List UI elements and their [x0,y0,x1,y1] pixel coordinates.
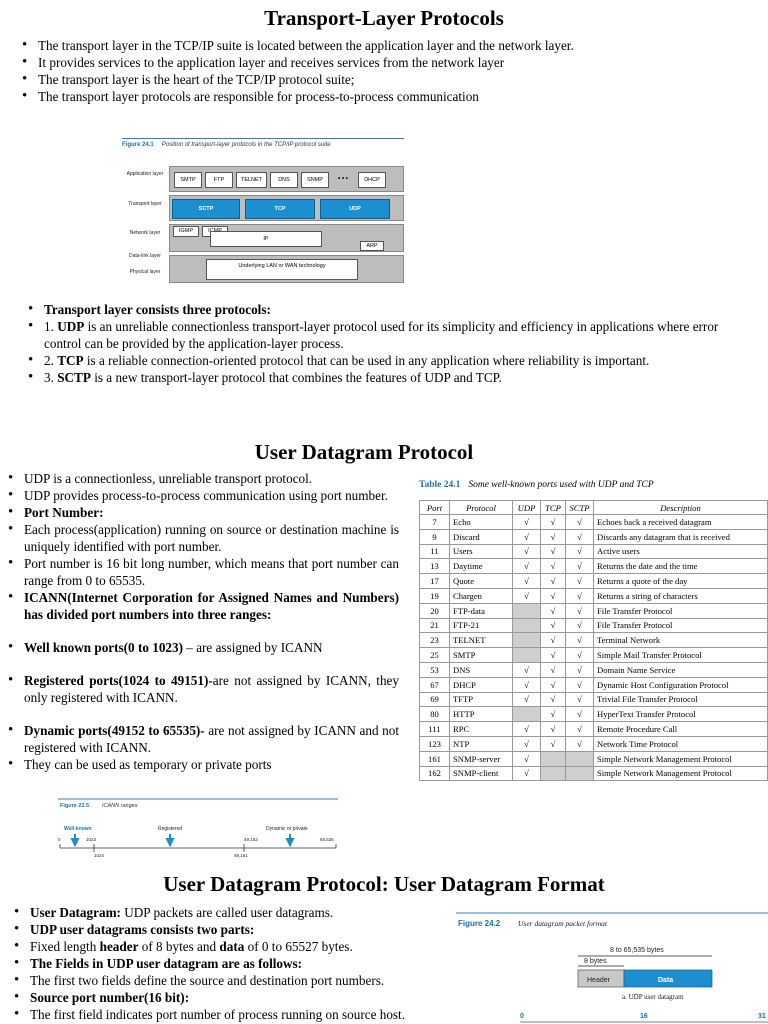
table-row [420,515,768,530]
cell-sctp: √ [566,515,594,530]
list-item: • UDP user datagrams consists two parts: [14,921,454,938]
cell-protocol: SNMP-server [450,751,513,766]
udp-bullets [8,470,399,773]
protocol-box-ftp: FTP [205,172,233,188]
ports-table [419,500,768,781]
subfigure-label: a. UDP user datagram [622,993,684,1001]
cell-tcp: √ [541,736,566,751]
bit-31: 31 [758,1013,766,1020]
cell-description: Returns a quote of the day [594,574,768,589]
col-header-tcp: TCP [541,501,566,515]
cell-tcp: √ [541,722,566,737]
figure-24-1 [122,138,404,288]
cell-protocol: SNMP-client [450,766,513,781]
cell-sctp: √ [566,692,594,707]
table-row [420,633,768,648]
table-row [420,529,768,544]
cell-protocol: Discard [450,529,513,544]
figure-number: Figure 24.1 [122,142,154,148]
bit-0: 0 [520,1013,524,1020]
icann-ranges-diagram [58,798,338,858]
protocol-box-arp: ARP [360,241,384,251]
cell-description: Echoes back a received datagram [594,515,768,530]
bit-16: 16 [640,1013,648,1020]
list-item: • User Datagram: UDP packets are called user datagrams. [14,904,454,921]
cell-udp: √ [513,515,541,530]
cell-udp [513,648,541,663]
cell-udp: √ [513,736,541,751]
cell-udp [513,603,541,618]
list-item: • Port Number: [8,504,399,521]
transport-layer-band [169,195,404,221]
cell-description: Active users [594,544,768,559]
cell-protocol: TFTP [450,692,513,707]
list-item: • Well known ports(0 to 1023) – are assigned by ICANN [8,639,399,656]
cell-sctp: √ [566,559,594,574]
cell-protocol: TELNET [450,633,513,648]
cell-description: Network Time Protocol [594,736,768,751]
layer-label-application: Application layer [126,171,164,177]
cell-udp: √ [513,559,541,574]
cell-sctp: √ [566,648,594,663]
table-row [420,662,768,677]
tick-65535: 65,535 [320,837,334,842]
cell-udp: √ [513,677,541,692]
cell-port: 7 [420,515,450,530]
figure-24-2 [456,912,768,1024]
cell-udp: √ [513,529,541,544]
cell-port: 21 [420,618,450,633]
cell-protocol: Users [450,544,513,559]
format-bullets [14,904,454,1023]
col-header-sctp: SCTP [566,501,594,515]
protocol-box-smtp: SMTP [174,172,202,188]
table-row [420,618,768,633]
col-header-protocol: Protocol [450,501,513,515]
list-item: • The transport layer in the TCP/IP suite is located between the application layer and the network layer. [22,37,762,54]
cell-tcp: √ [541,574,566,589]
table-body [420,515,768,781]
cell-description: Returns the date and the time [594,559,768,574]
cell-port: 80 [420,707,450,722]
application-layer-band [169,166,404,192]
list-item: • The first field indicates port number of process running on source host. [14,1006,454,1023]
cell-protocol: Chargen [450,588,513,603]
list-item: • UDP is a connectionless, unreliable transport protocol. [8,470,399,487]
cell-port: 13 [420,559,450,574]
cell-port: 67 [420,677,450,692]
label-registered: Registered [158,826,183,832]
list-item: • 3. SCTP is a new transport-layer protocol that combines the features of UDP and TCP. [28,369,758,386]
cell-sctp: √ [566,544,594,559]
tick-49152: 49,152 [244,837,258,842]
cell-port: 111 [420,722,450,737]
cell-port: 25 [420,648,450,663]
table-row [420,559,768,574]
lower-layer-band [169,255,404,283]
cell-sctp: √ [566,707,594,722]
cell-tcp: √ [541,559,566,574]
lan-wan-box: Underlying LAN or WAN technology [206,259,358,280]
cell-protocol: FTP-21 [450,618,513,633]
cell-description: Remote Procedure Call [594,722,768,737]
cell-description: Domain Name Service [594,662,768,677]
figure-number: Figure 24.2 [458,919,501,928]
table-row [420,692,768,707]
cell-port: 17 [420,574,450,589]
protocol-box-dhcp: DHCP [358,172,386,188]
cell-tcp: √ [541,692,566,707]
cell-port: 161 [420,751,450,766]
cell-sctp: √ [566,529,594,544]
table-row [420,722,768,737]
cell-port: 9 [420,529,450,544]
cell-tcp: √ [541,618,566,633]
data-label: Data [658,977,674,984]
list-item: • The transport layer protocols are responsible for process-to-process communication [22,88,762,105]
protocol-box-tcp: TCP [245,199,315,219]
cell-udp: √ [513,692,541,707]
table-row [420,603,768,618]
table-caption-text: Some well-known ports used with UDP and TCP [468,480,654,490]
header-size-label: 8 bytes [584,958,607,965]
protocols-heading: Transport layer consists three protocols: [44,302,271,317]
cell-sctp: √ [566,588,594,603]
figure-23-5 [58,798,338,858]
table-row [420,677,768,692]
table-number: Table 24.1 [419,480,461,490]
cell-description: Simple Network Management Protocol [594,766,768,781]
figure-caption-text: User datagram packet format [518,919,607,928]
figure-caption-text: Position of transport-layer protocols in the TCP/IP protocol suite [161,142,331,148]
cell-tcp: √ [541,707,566,722]
cell-sctp: √ [566,633,594,648]
table-header-row [420,501,768,515]
arrow-down-icon [72,834,78,845]
cell-tcp [541,751,566,766]
cell-port: 123 [420,736,450,751]
cell-sctp: √ [566,722,594,737]
list-item: • The Fields in UDP user datagram are as follows: [14,955,454,972]
cell-udp: √ [513,766,541,781]
cell-protocol: DHCP [450,677,513,692]
intro-bullets [22,37,762,105]
cell-tcp: √ [541,588,566,603]
protocol-box-snmp: SNMP [301,172,329,188]
col-header-udp: UDP [513,501,541,515]
table-row [420,574,768,589]
table-row [420,588,768,603]
protocol-box-dns: DNS [270,172,298,188]
cell-sctp: √ [566,677,594,692]
cell-protocol: SMTP [450,648,513,663]
cell-udp: √ [513,588,541,603]
list-item: • 1. UDP is an unreliable connectionless transport-layer protocol used for its simplicity and efficiency in applications where error control can be provided by the application-layer process. [28,318,758,352]
list-item: • Dynamic ports(49152 to 65535)- are not assigned by ICANN and not registered with ICANN. [8,722,399,756]
table-row [420,736,768,751]
cell-udp [513,618,541,633]
cell-protocol: Daytime [450,559,513,574]
label-well-known: Well-known [64,826,92,832]
protocol-box-udp: UDP [320,199,390,219]
cell-tcp: √ [541,603,566,618]
list-item: • 2. TCP is a reliable connection-oriented protocol that can be used in any application where reliability is important. [28,352,758,369]
list-item: • It provides services to the application layer and receives services from the network layer [22,54,762,71]
protocol-box-telnet: TELNET [236,172,267,188]
cell-description: File Transfer Protocol [594,618,768,633]
cell-protocol: Quote [450,574,513,589]
list-item: • Each process(application) running on source or destination machine is uniquely identified with port number. [8,521,399,555]
protocol-box-sctp: SCTP [172,199,240,219]
cell-description: Dynamic Host Configuration Protocol [594,677,768,692]
layer-label-transport: Transport layer [128,201,162,207]
cell-description: Returns a string of characters [594,588,768,603]
cell-protocol: DNS [450,662,513,677]
section-title-format: User Datagram Protocol: User Datagram Format [163,872,605,896]
section-title-udp: User Datagram Protocol [254,440,474,464]
list-item: • UDP provides process-to-process communication using port number. [8,487,399,504]
cell-sctp: √ [566,574,594,589]
cell-protocol: FTP-data [450,603,513,618]
table-row [420,751,768,766]
cell-sctp: √ [566,618,594,633]
cell-udp: √ [513,722,541,737]
cell-udp [513,633,541,648]
cell-description: Terminal Network [594,633,768,648]
cell-description: Trivial File Transfer Protocol [594,692,768,707]
figure-caption-text: ICANN ranges [102,803,138,809]
cell-protocol: Echo [450,515,513,530]
cell-tcp [541,766,566,781]
col-header-description: Description [594,501,768,515]
layer-label-physical: Physical layer [129,269,161,275]
table-row [420,707,768,722]
cell-sctp: √ [566,736,594,751]
cell-tcp: √ [541,529,566,544]
table-row [420,766,768,781]
list-item: • Source port number(16 bit): [14,989,454,1006]
udp-datagram-diagram [456,912,768,1024]
table-row [420,544,768,559]
cell-description: File Transfer Protocol [594,603,768,618]
cell-sctp: √ [566,662,594,677]
figure-number: Figure 23.5 [60,803,90,809]
cell-port: 23 [420,633,450,648]
protocol-bullets [28,301,758,386]
network-layer-band [169,224,404,252]
list-item [28,301,758,318]
cell-description: Simple Mail Transfer Protocol [594,648,768,663]
cell-port: 53 [420,662,450,677]
table-caption [419,480,768,500]
cell-description: Discards any datagram that is received [594,529,768,544]
cell-port: 20 [420,603,450,618]
cell-port: 69 [420,692,450,707]
table-row [420,648,768,663]
tick-1023: 1023 [86,837,97,842]
cell-tcp: √ [541,677,566,692]
cell-port: 19 [420,588,450,603]
cell-udp: √ [513,544,541,559]
cell-description: HyperText Transfer Protocol [594,707,768,722]
cell-udp: √ [513,662,541,677]
cell-description: Simple Network Management Protocol [594,751,768,766]
figure-caption [122,138,404,151]
cell-udp [513,707,541,722]
layer-label-network: Network layer [129,230,161,236]
list-item: • They can be used as temporary or private ports [8,756,399,773]
protocol-box-ip: IP [210,231,322,247]
list-item: • The first two fields define the source and destination port numbers. [14,972,454,989]
tick-1024: 1024 [94,853,105,858]
cell-tcp: √ [541,515,566,530]
tick-49151: 49,151 [234,853,248,858]
col-header-port: Port [420,501,450,515]
cell-udp: √ [513,574,541,589]
cell-protocol: NTP [450,736,513,751]
cell-sctp [566,766,594,781]
tick-0: 0 [58,837,61,842]
cell-protocol: RPC [450,722,513,737]
page-title: Transport-Layer Protocols [264,6,504,30]
cell-sctp: √ [566,603,594,618]
arrow-down-icon [167,834,173,845]
label-dynamic: Dynamic or private [266,826,308,832]
cell-port: 162 [420,766,450,781]
list-item: • Port number is 16 bit long number, which means that port number can range from 0 to 65535. [8,555,399,589]
layer-label-datalink: Data-link layer [129,253,161,259]
protocol-box-igmp: IGMP [173,226,199,237]
cell-tcp: √ [541,544,566,559]
list-item: • The transport layer is the heart of the TCP/IP protocol suite; [22,71,762,88]
cell-udp: √ [513,751,541,766]
cell-port: 11 [420,544,450,559]
cell-tcp: √ [541,648,566,663]
list-item: • Fixed length header of 8 bytes and data of 0 to 65527 bytes. [14,938,454,955]
cell-tcp: √ [541,662,566,677]
cell-protocol: HTTP [450,707,513,722]
arrow-down-icon [287,834,293,845]
table-24-1 [419,480,768,781]
list-item: • ICANN(Internet Corporation for Assigned Names and Numbers) has divided port numbers into three ranges: [8,589,399,623]
list-item: • Registered ports(1024 to 49151)-are not assigned by ICANN, they only registered with ICANN. [8,672,399,706]
cell-sctp [566,751,594,766]
cell-tcp: √ [541,633,566,648]
header-label: Header [587,977,610,984]
total-size-label: 8 to 65,535 bytes [610,947,664,954]
ellipsis: • • • [338,176,348,182]
